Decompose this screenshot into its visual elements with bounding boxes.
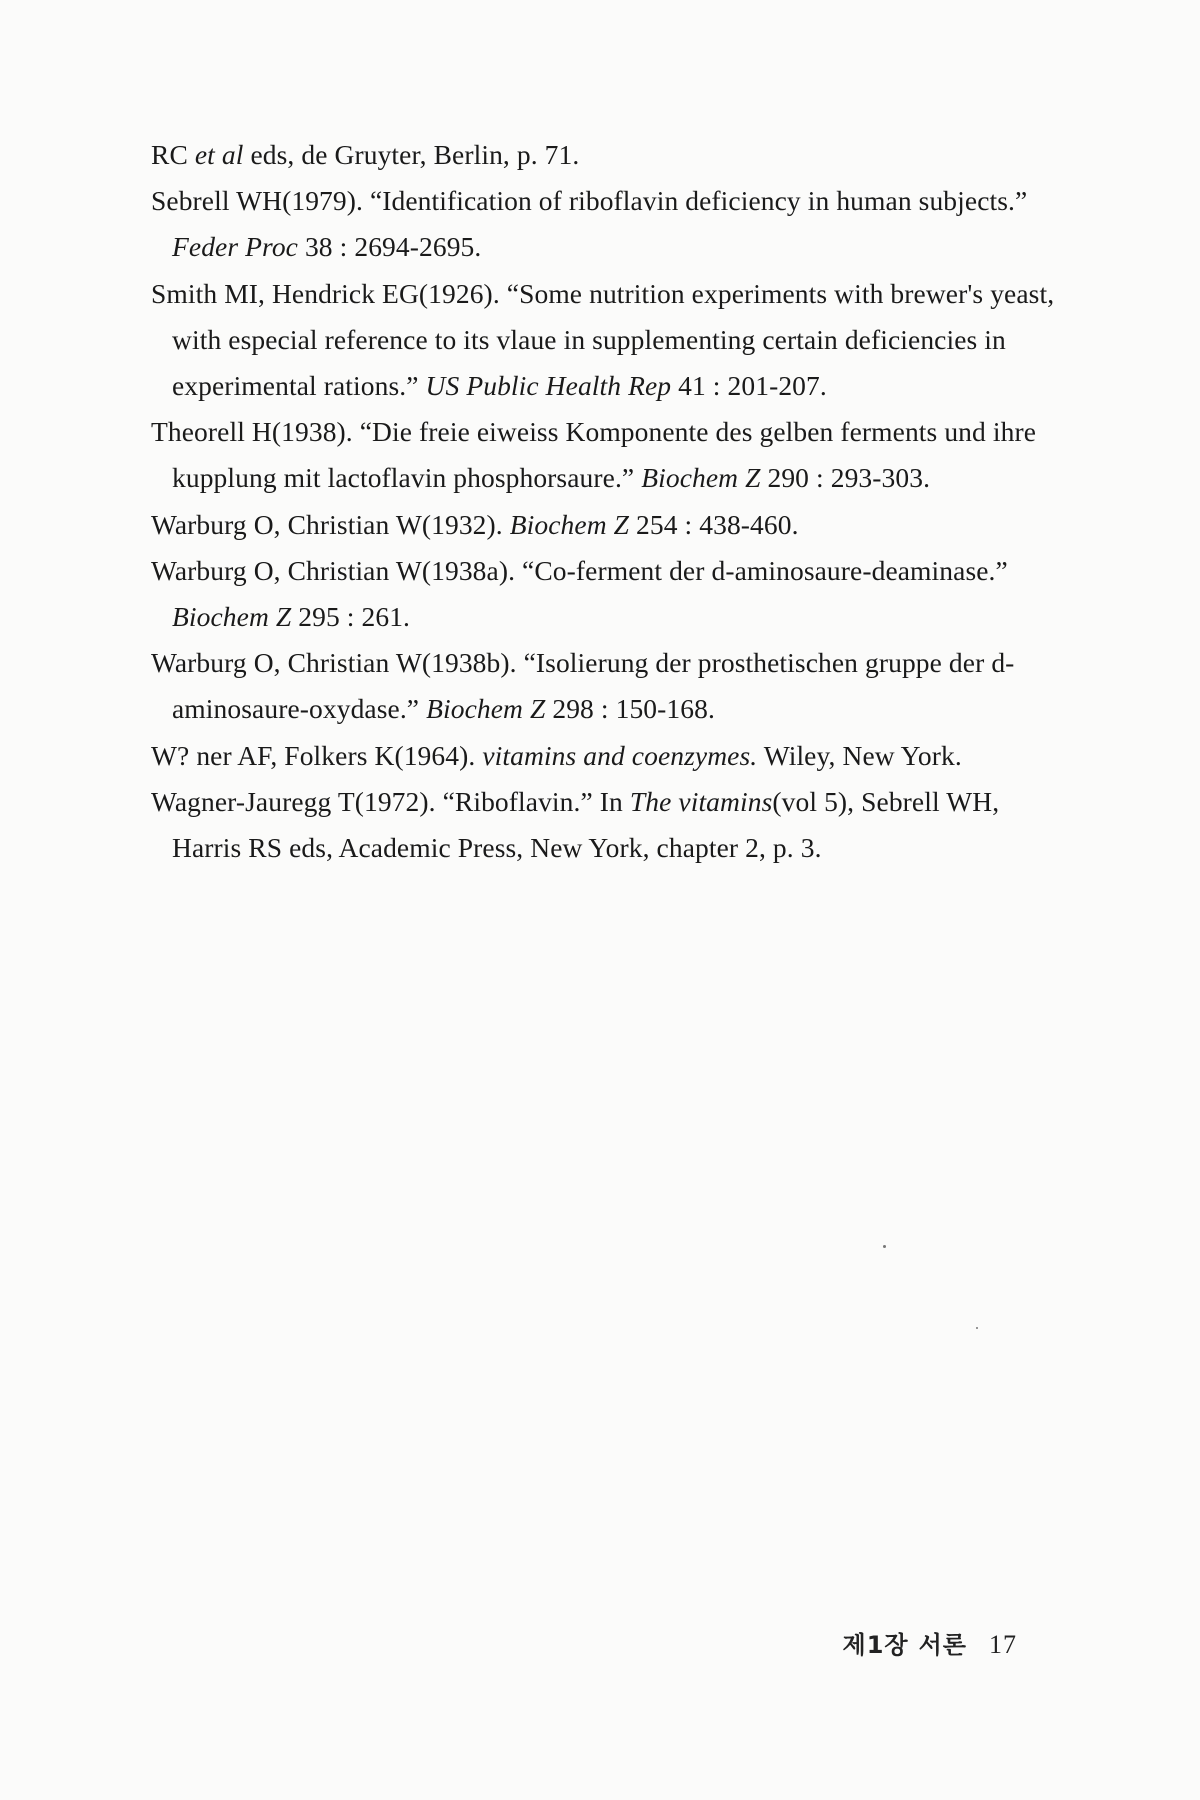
reference-item: Sebrell WH(1979). “Identification of riboflavin deficiency in human subjects.” Feder Proc 38 : 2694-2695. [151, 185, 1028, 263]
reference-item: W? ner AF, Folkers K(1964). vitamins and coenzymes. Wiley, New York. [151, 739, 962, 771]
page-number: 17 [989, 1630, 1017, 1659]
reference-item: Warburg O, Christian W(1932). Biochem Z 254 : 438-460. [151, 508, 799, 540]
chapter-title: 서론 [918, 1631, 967, 1659]
chapter-label: 제1장 [842, 1631, 909, 1659]
reference-item: RC et al eds, de Gruyter, Berlin, p. 71. [151, 139, 580, 170]
reference-item: Warburg O, Christian W(1938a). “Co-ferment der d-aminosaure-deaminase.” Biochem Z 295 : 261. [151, 554, 1008, 633]
scan-speck [883, 1245, 886, 1248]
reference-item: Warburg O, Christian W(1938b). “Isolierung der prosthetischen gruppe der d-aminosaure-oxydase.” Biochem Z 298 : 150-168. [151, 647, 1015, 725]
scan-speck [976, 1327, 978, 1329]
page-footer [833, 1625, 1017, 1660]
reference-item: Wagner-Jauregg T(1972). “Riboflavin.” In The vitamins(vol 5), Sebrell WH, Harris RS eds, Academic Press, New York, chapter 2, p. 3. [151, 785, 1000, 864]
reference-item: Theorell H(1938). “Die freie eiweiss Komponente des gelben ferments und ihre kupplung mit lactoflavin phosphorsaure.” Biochem Z 290 : 293-303. [151, 416, 1037, 494]
reference-list [151, 132, 1061, 871]
reference-item: Smith MI, Hendrick EG(1926). “Some nutrition experiments with brewer's yeast, with especial reference to its vlaue in supplementing certain deficiencies in experimental rations.” US Public Health Rep 41 : 201-207. [151, 277, 1055, 402]
